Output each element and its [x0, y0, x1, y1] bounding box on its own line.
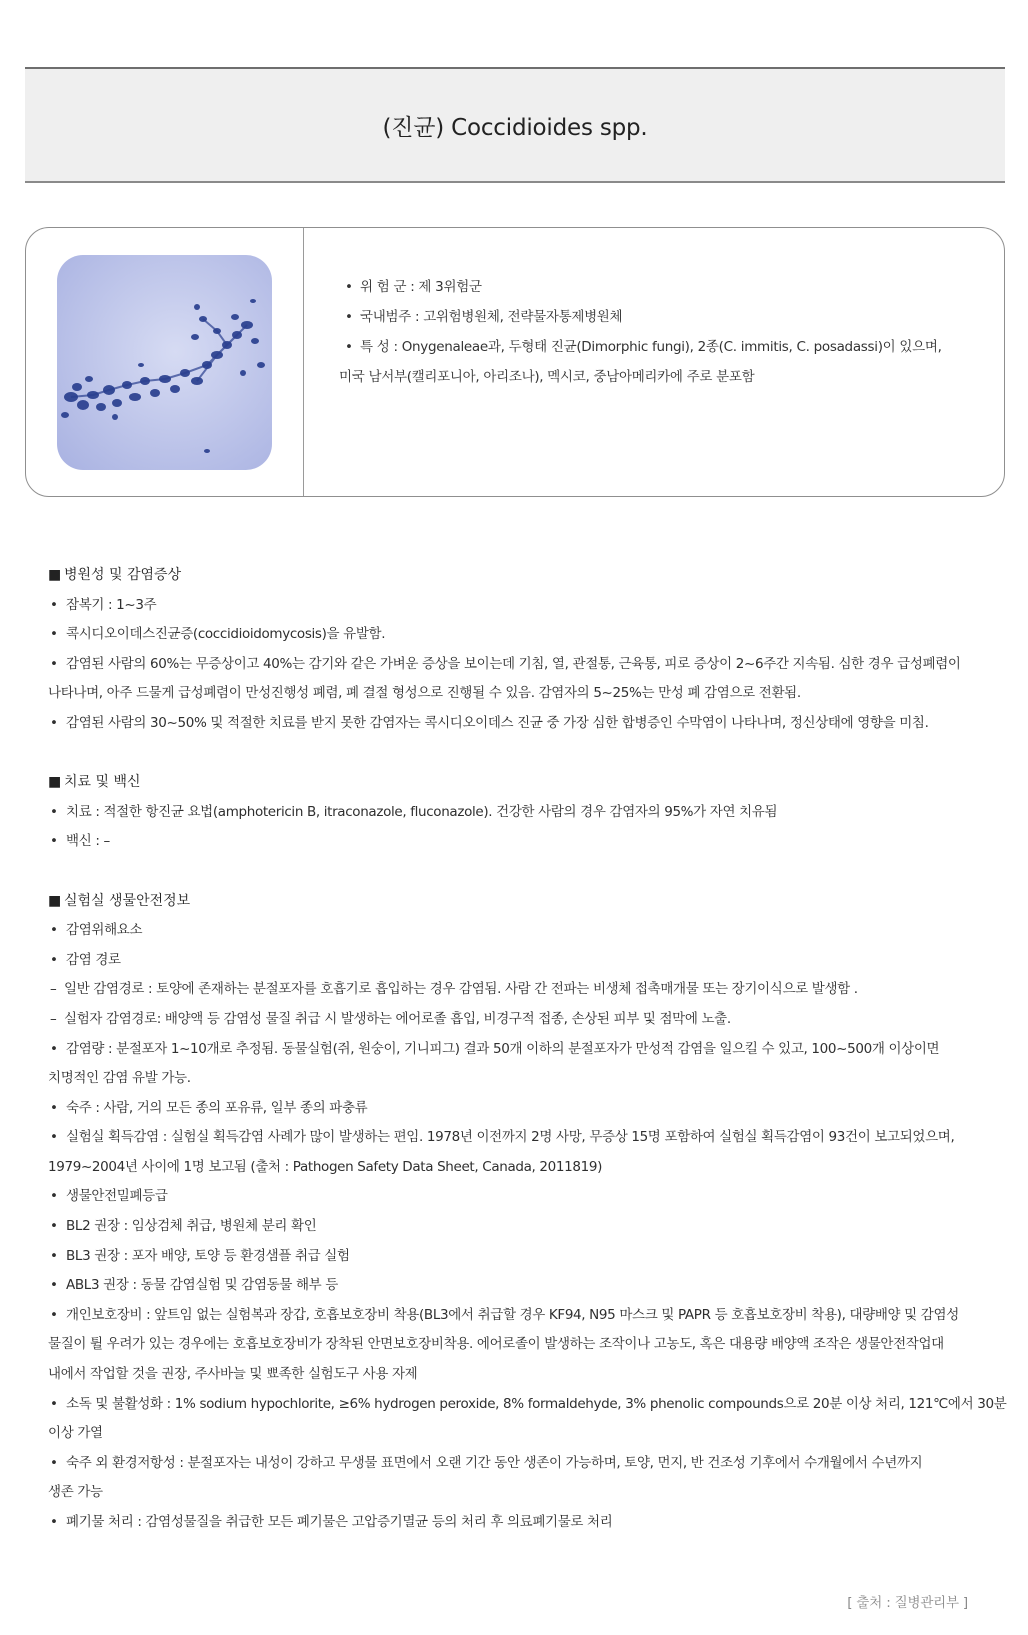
list-item — [48, 1182, 1008, 1212]
bullet-marker: • — [50, 951, 58, 968]
list-item-text: 이상 가열 — [48, 1425, 103, 1442]
bullet-marker: • — [50, 1247, 58, 1264]
list-item-continuation — [48, 1419, 1008, 1449]
list-item-text: 치명적인 감염 유발 가능. — [48, 1070, 191, 1087]
list-item — [48, 650, 1008, 680]
list-item-text: 콕시디오이데스진균증(coccidioidomycosis)을 유발함. — [66, 626, 386, 643]
list-item-text: 소독 및 불활성화 : 1% sodium hypochlorite, ≥6% hydrogen peroxide, 8% formaldehyde, 3% phenolic compounds으로 20분 이상 처리, 121℃에서 30분 — [66, 1395, 1007, 1412]
dash-marker: – — [50, 1010, 57, 1027]
section-gap — [48, 857, 1008, 887]
bullet-marker: • — [50, 1218, 58, 1235]
list-item-text: 치료 : 적절한 항진균 요법(amphotericin B, itraconazole, fluconazole). 건강한 사람의 경우 감염자의 95%가 자연 치유됨 — [66, 803, 778, 820]
list-item-text: 감염위해요소 — [66, 922, 143, 939]
list-item — [48, 1390, 1008, 1420]
section-heading-text: 병원성 및 감염증상 — [64, 567, 182, 583]
list-item — [48, 1271, 1008, 1301]
bullet-marker: • — [50, 1454, 58, 1471]
list-item-text: ABL3 권장 : 동물 감염실험 및 감염동물 해부 등 — [66, 1277, 338, 1294]
list-item-continuation — [48, 1330, 1008, 1360]
info-text: 국내범주 : 고위험병원체, 전략물자통제병원체 — [360, 309, 623, 325]
section-heading — [48, 887, 1008, 917]
list-item-text: 숙주 외 환경저항성 : 분절포자는 내성이 강하고 무생물 표면에서 오랜 기간 동안 생존이 가능하며, 토양, 먼지, 반 건조성 기후에서 수개월에서 수년까지 — [66, 1454, 923, 1471]
bullet-marker: • — [50, 1306, 58, 1323]
dash-marker: – — [50, 981, 57, 998]
list-item-text: 실험실 획득감염 : 실험실 획득감염 사례가 많이 발생하는 편임. 1978년 이전까지 2명 사망, 무증상 15명 포함하여 실험실 획득감염이 93건이 보고되었으며, — [66, 1129, 955, 1146]
bullet-marker: • — [50, 803, 58, 820]
list-item-continuation — [48, 1153, 1008, 1183]
list-item-text: 감염량 : 분절포자 1~10개로 추정됨. 동물실험(쥐, 원숭이, 기니피그) 결과 50개 이하의 분절포자가 만성적 감염을 일으킬 수 있고, 100~500개 이상이면 — [66, 1040, 940, 1057]
bullet-marker: • — [50, 1395, 58, 1412]
content — [48, 561, 1008, 1538]
micrograph-image — [57, 255, 272, 470]
square-bullet-icon: ■ — [48, 892, 62, 909]
bullet-marker: • — [50, 596, 58, 613]
list-item-text: 생물안전밀폐등급 — [66, 1188, 168, 1205]
bullet-marker: • — [345, 339, 353, 355]
list-item-text: 감염된 사람의 60%는 무증상이고 40%는 감기와 같은 가벼운 증상을 보이는데 기침, 열, 관절통, 근육통, 피로 증상이 2~6주간 지속됨. 심한 경우 급성폐렴이 — [66, 655, 961, 672]
list-item-text: 내에서 작업할 것을 권장, 주사바늘 및 뾰족한 실험도구 사용 자제 — [48, 1366, 418, 1383]
list-item — [48, 709, 1008, 739]
list-item-continuation — [48, 1064, 1008, 1094]
section-heading-text: 실험실 생물안전정보 — [64, 892, 191, 909]
list-item — [48, 1035, 1008, 1065]
bullet-marker: • — [50, 833, 58, 850]
list-item-text: 백신 : – — [66, 833, 110, 850]
list-item-text: 생존 가능 — [48, 1484, 103, 1501]
list-item — [48, 1301, 1008, 1331]
list-item — [48, 1094, 1008, 1124]
page-title: (진균) Coccidioides spp. — [382, 114, 648, 141]
bullet-marker: • — [50, 626, 58, 643]
list-item — [48, 620, 1008, 650]
list-item-text: BL2 권장 : 임상검체 취급, 병원체 분리 확인 — [66, 1218, 317, 1235]
list-item — [48, 1508, 1008, 1538]
list-item — [48, 1123, 1008, 1153]
list-item — [48, 591, 1008, 621]
title-band — [25, 67, 1005, 183]
list-item — [48, 1242, 1008, 1272]
list-item-text: 1979~2004년 사이에 1명 보고됨 (출처 : Pathogen Safety Data Sheet, Canada, 2011819) — [48, 1158, 602, 1175]
list-item — [48, 1449, 1008, 1479]
list-item-text: 감염된 사람의 30~50% 및 적절한 치료를 받지 못한 감염자는 콕시디오이데스 진균 중 가장 심한 합병증인 수막염이 나타나며, 정신상태에 영향을 미침. — [66, 714, 929, 731]
list-item-text: 나타나며, 아주 드물게 급성폐렴이 만성진행성 폐렴, 폐 결절 형성으로 진행될 수 있음. 감염자의 5~25%는 만성 폐 감염으로 전환됨. — [48, 685, 801, 702]
info-characteristics-cont — [339, 362, 979, 392]
info-text: 미국 남서부(캘리포니아, 아리조나), 멕시코, 중남아메리카에 주로 분포함 — [339, 369, 755, 385]
info-domestic-category — [339, 302, 979, 332]
sub-item — [48, 1005, 1008, 1035]
info-card — [25, 227, 1005, 497]
info-list — [339, 272, 979, 392]
list-item — [48, 946, 1008, 976]
list-item-text: 개인보호장비 : 앞트임 없는 실험복과 장갑, 호흡보호장비 착용(BL3에서 취급할 경우 KF94, N95 마스크 및 PAPR 등 호흡보호장비 착용), 대량배양 및 감염성 — [66, 1306, 959, 1323]
section-heading — [48, 561, 1008, 591]
list-item-text: 폐기물 처리 : 감염성물질을 취급한 모든 폐기물은 고압증기멸균 등의 처리 후 의료폐기물로 처리 — [66, 1514, 613, 1530]
bullet-marker: • — [50, 1040, 58, 1057]
list-item-continuation — [48, 679, 1008, 709]
list-item — [48, 916, 1008, 946]
list-item — [48, 827, 1008, 857]
sub-item — [48, 975, 1008, 1005]
section-heading — [48, 768, 1008, 798]
info-characteristics — [339, 332, 979, 362]
list-item-continuation — [48, 1360, 1008, 1390]
info-text: 위 험 군 : 제 3위험군 — [360, 279, 482, 295]
list-item-text: 실험자 감염경로: 배양액 등 감염성 물질 취급 시 발생하는 에어로졸 흡입, 비경구적 접종, 손상된 피부 및 점막에 노출. — [64, 1010, 731, 1027]
list-item-text: 숙주 : 사람, 거의 모든 종의 포유류, 일부 종의 파충류 — [66, 1099, 368, 1116]
bullet-marker: • — [50, 922, 58, 939]
organism-photo — [57, 255, 272, 470]
list-item-continuation — [48, 1478, 1008, 1508]
bullet-marker: • — [345, 279, 353, 295]
section-heading-text: 치료 및 백신 — [64, 774, 141, 791]
list-item-text: 물질이 튈 우려가 있는 경우에는 호흡보호장비가 장착된 안면보호장비착용. 에어로졸이 발생하는 조작이나 고농도, 혹은 대용량 배양액 조작은 생물안전작업대 — [48, 1336, 944, 1353]
source-note: [ 출처 : 질병관리부 ] — [847, 1595, 968, 1611]
list-item-text: 감염 경로 — [66, 951, 121, 968]
card-divider — [303, 228, 304, 496]
list-item-text: BL3 권장 : 포자 배양, 토양 등 환경샘플 취급 실험 — [66, 1247, 350, 1264]
bullet-marker: • — [50, 1099, 58, 1116]
bullet-marker: • — [50, 1129, 58, 1146]
section-gap — [48, 739, 1008, 769]
bullet-marker: • — [345, 309, 353, 325]
bullet-marker: • — [50, 714, 58, 731]
square-bullet-icon: ■ — [48, 774, 62, 791]
info-risk-group — [339, 272, 979, 302]
list-item — [48, 1212, 1008, 1242]
list-item-text: 일반 감염경로 : 토양에 존재하는 분절포자를 호흡기로 흡입하는 경우 감염됨. 사람 간 전파는 비생체 접촉매개물 또는 장기이식으로 발생함 . — [64, 981, 858, 998]
bullet-marker: • — [50, 1277, 58, 1294]
square-bullet-icon: ■ — [48, 567, 62, 583]
bullet-marker: • — [50, 1188, 58, 1205]
info-text: 특 성 : Onygenaleae과, 두형태 진균(Dimorphic fungi), 2종(C. immitis, C. posadassi)이 있으며, — [360, 339, 942, 355]
list-item — [48, 798, 1008, 828]
bullet-marker: • — [50, 655, 58, 672]
list-item-text: 잠복기 : 1~3주 — [66, 596, 157, 613]
bullet-marker: • — [50, 1514, 58, 1530]
